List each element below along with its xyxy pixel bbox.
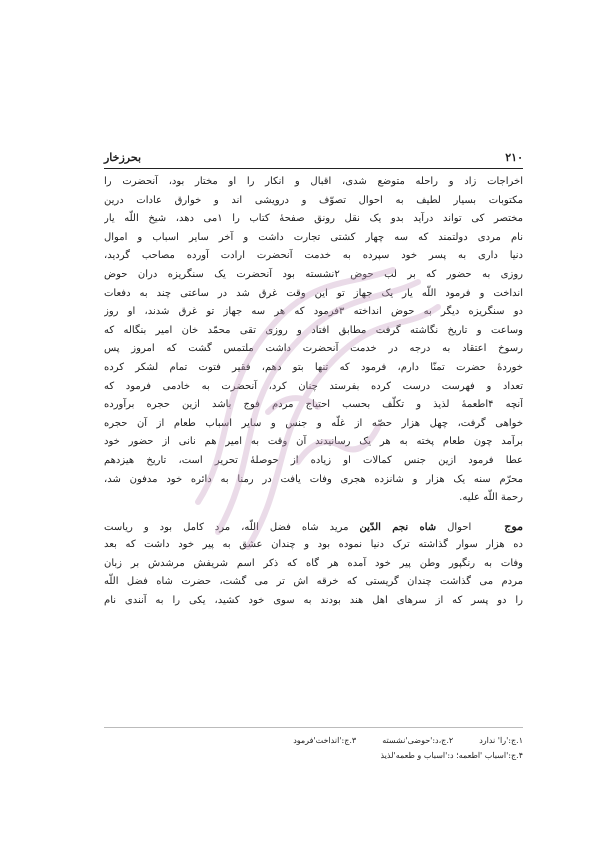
text-line: رحمة اللّه علیه. — [459, 492, 523, 504]
text-line: روزی به حضور که بر لب حوض ۲نشسته بود آنحضرت یک سنگریزه دران حوض — [104, 268, 523, 280]
paragraph-gap — [104, 508, 523, 518]
text-line: دنیا داری به پسر خود سپرده به خدمت آنحضرت ارادت آورده مصاحب گردید، — [104, 250, 523, 262]
header-rule — [104, 168, 523, 169]
text-line: خوردهٔ حضرت تمنّا دارم، فرمود که تنها بتو دهم، فقیر فتوت تمام لشکر کرده — [104, 361, 523, 373]
section-title-name: شاه نجم الدّین — [359, 521, 437, 533]
main-text — [104, 173, 523, 611]
text-line: تعداد و فهرست درست کرده بفرستد چنان کرد، آنحضرت به خادمی فرمود که — [104, 380, 523, 392]
footnote-1: ۱.ج:'را' ندارد — [479, 736, 523, 745]
text-line: عطا فرمود ازین جنس کمالات او زیاده از حوصلهٔ تحریر است، تاریخ هیزدهم — [104, 454, 523, 466]
paragraph-1 — [104, 173, 523, 508]
text-line: برآمد چون طعام پخته به هر یک رسانیدند آن وقت به امیر هم نانی از حضور خود — [104, 436, 523, 448]
page-header — [104, 151, 523, 169]
running-title: بحرزخار — [104, 151, 142, 164]
section-subject: موج — [504, 519, 523, 533]
text-line: را دو پسر که از سرهای اهل هند بودند به سوی خود کشید، یکی را به آنندی نام — [104, 595, 523, 607]
text-line: مکتوبات بسیار لطیف به احوال تصوّف و درویشی اند و خوارق عادات درین — [104, 194, 523, 206]
page-number: ۲۱۰ — [505, 151, 523, 164]
footnotes — [104, 733, 523, 763]
text-line: آنچه ۴اطعمهٔ لذیذ و تکلّف بحسب احتیاج مردم فوج باشد ازین حجره برآورده — [104, 399, 523, 411]
text-line: وساعت و تاریخ نگاشته گرفت مطابق افتاد و روزی تقی محمّد خان امیر بنگاله که — [104, 324, 523, 336]
section-first-line — [104, 518, 523, 537]
footnote-4: ۴.ج:'اسباب 'اطعمه؛ د:'اسباب و طعمه'لذیذ — [380, 751, 523, 760]
text-line: خواهی گرفت، چهل هزار حصّه از غلّه و جنس و سایر اسباب طعام از آن حجره — [104, 417, 523, 429]
text-line: رسوخ اعتقاد به درجه در خدمت آنحضرت داشت ملتمس گشت که امروز پس — [104, 343, 523, 355]
text-line: محرّم سنه یک هزار و شانزده هجری وفات یافت در رمنا به دائره خود مدفون شد، — [104, 473, 523, 485]
section-title-prefix: احوال — [447, 521, 472, 533]
section-first-line-rest: مرید شاه فضل اللّه، مرد کامل بود و ریاست — [104, 521, 349, 533]
text-line: مردم می گذاشت چندان گریستی که خرقه اش تر می گشت، حضرت شاه فضل اللّه — [104, 576, 523, 588]
text-line: انداخت و فرمود اللّه یار یک جهاز تو این وقت غرق شد در ساعتی چند به دفعات — [104, 287, 523, 299]
footnote-3: ۳.ج:'انداخت'فرمود — [293, 736, 357, 745]
footnote-rule — [104, 727, 523, 728]
text-line: نام مردی دولتمند که سه چهار کشتی تجارت داشت و آخر سایر اسباب و اموال — [104, 231, 523, 243]
text-line: اخراجات زاد و راحله متوضع شدی، اقبال و انکار را او مختار بود، آنحضرت را — [104, 176, 523, 187]
section-shah-najm-al-din — [104, 518, 523, 611]
text-line: دو سنگریزه دیگر به حوض انداخته ۳فرمود که هر سه جهاز تو غرق شدند، او روز — [104, 306, 523, 318]
footnote-2: ۲.ج،د:'حوضی'نشسته — [382, 736, 454, 745]
text-line: ده هزار سوار گذاشته ترک دنیا نموده بود و چندان عشق به پیر خود داشت که بعد — [104, 539, 523, 551]
text-line: وفات به رنگپور وطن پیر خود آمده هر گاه که ذکر اسم شریفش مرشدش بر زبان — [104, 557, 523, 569]
text-line: مختصر کی تواند درآید بدو یک نقل رونق صفحهٔ کتاب را ۱می دهد، شیخ اللّه یار — [104, 213, 523, 225]
footnote-row — [104, 733, 523, 748]
